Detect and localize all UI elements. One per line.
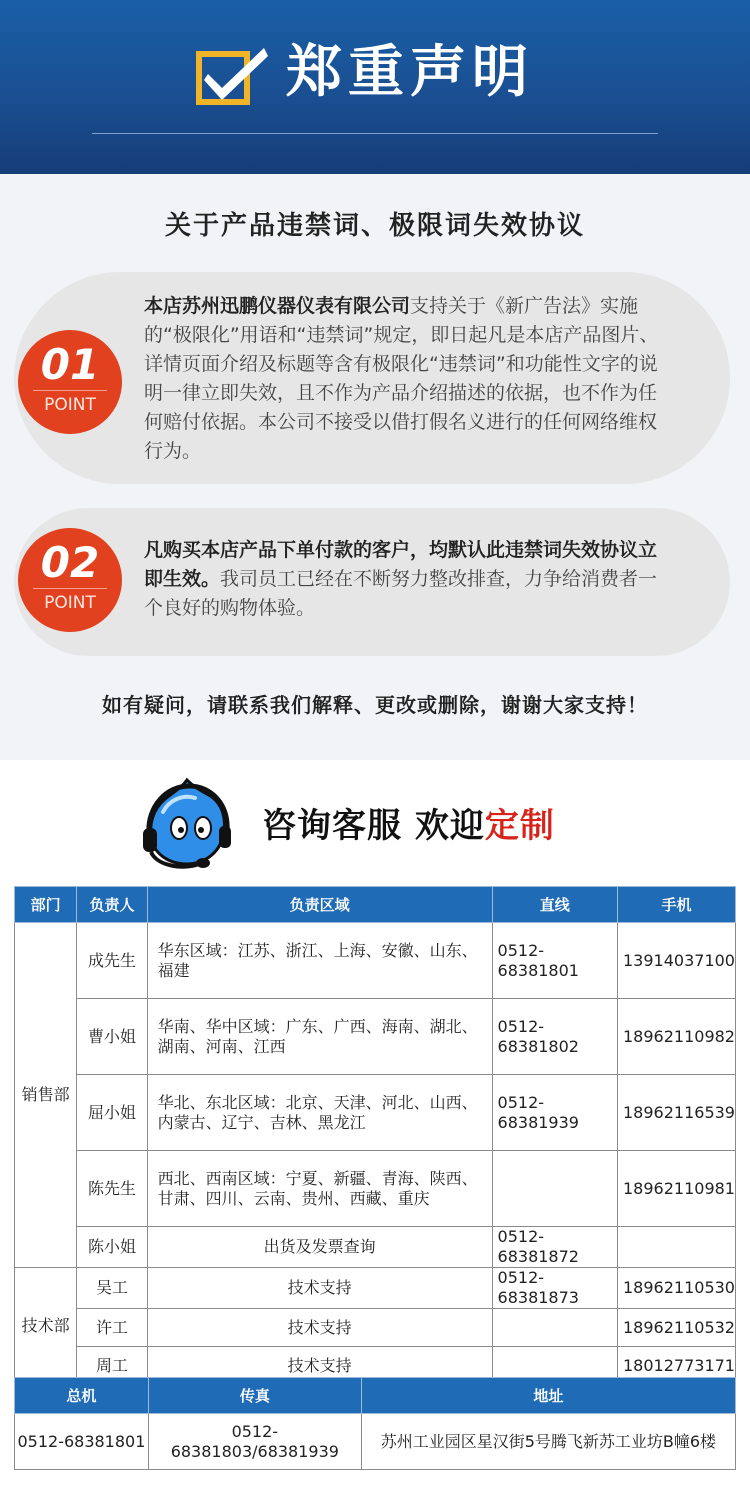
table-row [15, 923, 736, 999]
area-cell: 华东区域：江苏、浙江、上海、安徽、山东、福建 [147, 923, 492, 999]
area-cell: 技术支持 [147, 1347, 492, 1385]
badge-divider [33, 588, 107, 589]
department-cell: 技术部 [15, 1268, 77, 1385]
person-cell: 曹小姐 [77, 999, 147, 1075]
headset-mascot-icon [143, 776, 231, 872]
fax-cell: 0512-68381803/68381939 [148, 1414, 361, 1470]
table-header-row [15, 887, 736, 923]
column-header: 手机 [618, 887, 736, 923]
mobile-cell: 18012773171 [618, 1347, 736, 1385]
person-cell: 成先生 [77, 923, 147, 999]
column-header: 负责区域 [147, 887, 492, 923]
line-cell: 0512-68381801 [492, 923, 617, 999]
statement-section [0, 174, 750, 760]
point-card-02 [14, 508, 730, 656]
table-header-row [15, 1378, 736, 1414]
line-cell: 0512-68381802 [492, 999, 617, 1075]
switchboard-cell: 0512-68381801 [15, 1414, 149, 1470]
person-cell: 吴工 [77, 1268, 147, 1309]
table-row [15, 999, 736, 1075]
column-header: 负责人 [77, 887, 147, 923]
line-cell: 0512-68381939 [492, 1075, 617, 1151]
line-cell: 0512-68381873 [492, 1268, 617, 1309]
contact-note: 如有疑问，请联系我们解释、更改或删除，谢谢大家支持！ [102, 693, 648, 717]
area-cell: 华北、东北区域：北京、天津、河北、山西、内蒙古、辽宁、吉林、黑龙江 [147, 1075, 492, 1151]
table-row [15, 1414, 736, 1470]
person-cell: 陈小姐 [77, 1227, 147, 1268]
address-cell: 苏州工业园区星汉街5号腾飞新苏工业坊B幢6楼 [361, 1414, 735, 1470]
line-cell [492, 1151, 617, 1227]
statement-subtitle: 关于产品违禁词、极限词失效协议 [164, 211, 585, 241]
mobile-cell: 18962110532 [618, 1309, 736, 1347]
area-cell: 出货及发票查询 [147, 1227, 492, 1268]
point-text-body: 支持关于《新广告法》实施的“极限化”用语和“违禁词”规定，即日起凡是本店产品图片、详情页面介绍及标题等含有极限化“违禁词”和功能性文字的说明一律立即失效，且不作为产品介绍描述的依据，也不作为任何赔付依据。本公司不接受以借打假名义进行的任何网络维权行为。 [144, 295, 659, 462]
point-text-02 [144, 536, 664, 623]
service-title-main: 咨询客服 欢迎 [262, 806, 485, 846]
point-label: POINT [44, 593, 96, 613]
area-cell: 技术支持 [147, 1268, 492, 1309]
contact-table [14, 886, 736, 1385]
table-row [15, 1268, 736, 1309]
service-title [262, 802, 555, 850]
table-row [15, 1075, 736, 1151]
column-header: 地址 [361, 1378, 735, 1414]
person-cell: 屈小姐 [77, 1075, 147, 1151]
point-text-bold: 凡购买本店产品下单付款的客户，均默认此违禁词失效协议立即生效。 [144, 539, 658, 590]
declaration-header [0, 0, 750, 174]
column-header: 部门 [15, 887, 77, 923]
checkbox-check-icon [196, 42, 270, 106]
line-cell: 0512-68381872 [492, 1227, 617, 1268]
mobile-cell: 18962110982 [618, 999, 736, 1075]
point-badge-02 [18, 528, 122, 632]
mobile-cell [618, 1227, 736, 1268]
person-cell: 许工 [77, 1309, 147, 1347]
area-cell: 西北、西南区域：宁夏、新疆、青海、陕西、甘肃、四川、云南、贵州、西藏、重庆 [147, 1151, 492, 1227]
column-header: 总机 [15, 1378, 149, 1414]
badge-divider [33, 390, 107, 391]
service-header [0, 770, 750, 880]
table-row [15, 1227, 736, 1268]
mobile-cell: 13914037100 [618, 923, 736, 999]
person-cell: 陈先生 [77, 1151, 147, 1227]
point-text-body: 我司员工已经在不断努力整改排查，力争给消费者一个良好的购物体验。 [144, 568, 658, 619]
person-cell: 周工 [77, 1347, 147, 1385]
area-cell: 技术支持 [147, 1309, 492, 1347]
company-table [14, 1377, 736, 1470]
point-number: 01 [40, 340, 100, 389]
table-row [15, 1151, 736, 1227]
header-divider [92, 133, 658, 134]
department-cell: 销售部 [15, 923, 77, 1268]
service-title-highlight: 定制 [484, 806, 555, 846]
point-card-01 [14, 272, 730, 484]
column-header: 直线 [492, 887, 617, 923]
page-title: 郑重声明 [286, 40, 534, 105]
mobile-cell: 18962110981 [618, 1151, 736, 1227]
point-number: 02 [40, 538, 100, 587]
point-badge-01 [18, 330, 122, 434]
table-row [15, 1309, 736, 1347]
area-cell: 华南、华中区域：广东、广西、海南、湖北、湖南、河南、江西 [147, 999, 492, 1075]
column-header: 传真 [148, 1378, 361, 1414]
mobile-cell: 18962110530 [618, 1268, 736, 1309]
point-label: POINT [44, 395, 96, 415]
line-cell [492, 1309, 617, 1347]
point-text-01 [144, 292, 664, 466]
mobile-cell: 18962116539 [618, 1075, 736, 1151]
point-text-bold: 本店苏州迅鹏仪器仪表有限公司 [144, 295, 411, 317]
